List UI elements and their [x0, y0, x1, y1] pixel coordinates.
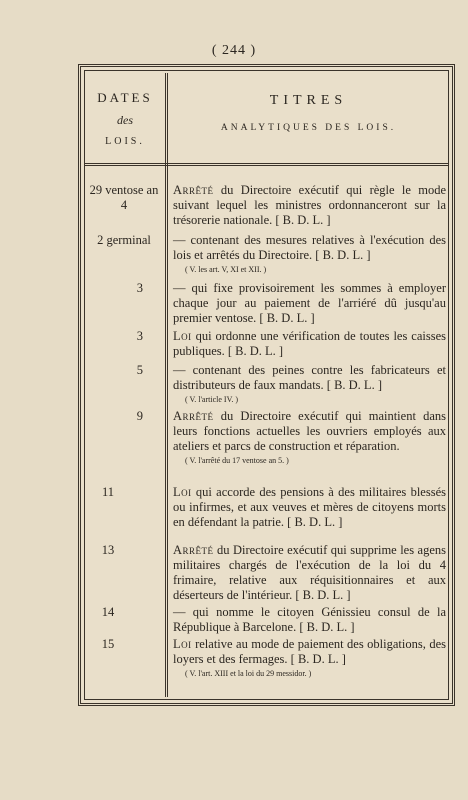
entry-title: [173, 281, 446, 326]
entry-date: 5: [136, 363, 143, 377]
entry-title: [173, 233, 446, 276]
entry-text: — qui fixe provisoirement les sommes à employer chaque jour au paiement de l'arriéré dû jusqu'au premier ventose. [ B. D. L. ]: [173, 281, 446, 325]
header-lois: LOIS.: [105, 136, 145, 147]
header-titres: TITRES: [269, 93, 348, 108]
entry-title: [173, 543, 446, 603]
entry-date: 14: [101, 605, 115, 619]
entry-text: du Directoire exécutif qui supprime les agens militaires chargés de l'exécution de la loi du 4 frimaire, relative aux réquisitionnaires et aux déserteurs de l'intérieur. [ B. D. L. ]: [173, 543, 446, 602]
entry-title: [173, 329, 446, 359]
entry-note: ( V. l'arrêté du 17 ventose an 5. ): [185, 456, 289, 465]
entry-date: 9: [136, 409, 143, 423]
entry-lead: Loi: [173, 637, 192, 651]
entry-date: 2 germinal: [97, 233, 151, 247]
entry-text: relative au mode de paiement des obligations, des loyers et des fermages. [ B. D. L. ]: [173, 637, 446, 666]
entry-text: du Directoire exécutif qui règle le mode suivant lequel les ministres ordonnanceront sur la trésorerie nationale. [ B. D. L. ]: [173, 183, 446, 227]
column-divider: [165, 73, 168, 697]
header-analytiques: ANALYTIQUES DES LOIS.: [220, 123, 397, 133]
entry-date: 3: [136, 281, 143, 295]
entry-note: ( V. l'article IV. ): [185, 395, 238, 404]
entry-title: [173, 363, 446, 406]
dates-column-header: [85, 87, 165, 153]
header-dates: DATES: [97, 90, 153, 105]
entry-date: 13: [101, 543, 115, 557]
entry-lead: Arrêté: [173, 409, 214, 423]
entry-title: [173, 637, 446, 680]
header-des: des: [117, 113, 133, 127]
entry-text: — contenant des peines contre les fabricateurs et distributeurs de faux mandats. [ B. D. L. ]: [173, 363, 446, 392]
entry-date: 15: [101, 637, 115, 651]
entry-lead: Loi: [173, 485, 192, 499]
page-number: ( 244 ): [211, 43, 257, 58]
entry-text: — qui nomme le citoyen Génissieu consul de la République à Barcelone. [ B. D. L. ]: [173, 605, 446, 634]
entry-title: [173, 409, 446, 467]
entry-lead: Arrêté: [173, 543, 214, 557]
entry-lead: Arrêté: [173, 183, 214, 197]
entry-date: 11: [101, 485, 115, 499]
entry-title: [173, 183, 446, 228]
entry-title: [173, 485, 446, 530]
table-frame: [78, 64, 455, 706]
titles-column-header: [171, 93, 446, 133]
entry-lead: Loi: [173, 329, 192, 343]
entry-text: — contenant des mesures relatives à l'exécution des lois et arrêtés du Directoire. [ B. D. L. ]: [173, 233, 446, 262]
entry-text: du Directoire exécutif qui maintient dans leurs fonctions actuelles les ouvriers employés aux ateliers et parcs de construction et réparation.: [173, 409, 446, 453]
entry-text: qui accorde des pensions à des militaires blessés ou infirmes, et aux veuves et mères de citoyens morts en défendant la patrie. [ B. D. L. ]: [173, 485, 446, 529]
entry-note: ( V. les art. V, XI et XII. ): [185, 265, 267, 274]
header-rule: [84, 163, 449, 166]
entry-date: 3: [136, 329, 143, 343]
entry-date: 29 ventose an 4: [89, 183, 159, 212]
entry-note: ( V. l'art. XIII et la loi du 29 messidor. ): [185, 669, 312, 678]
entry-text: qui ordonne une vérification de toutes les caisses publiques. [ B. D. L. ]: [173, 329, 446, 358]
entry-title: [173, 605, 446, 635]
